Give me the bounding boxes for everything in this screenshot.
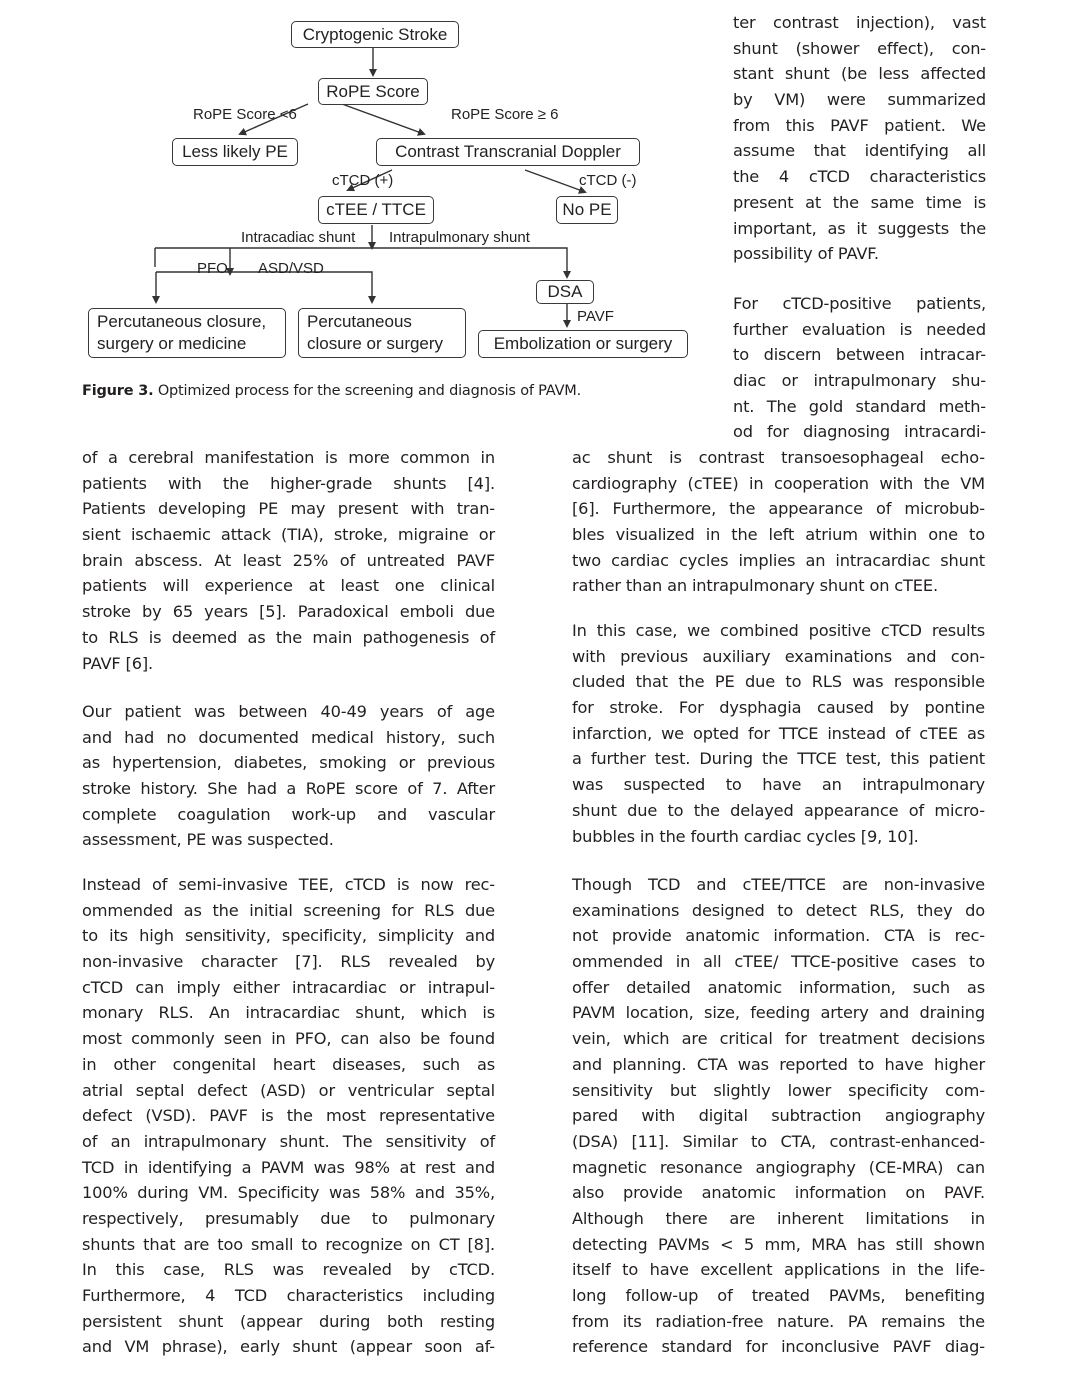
edge-label-pavf: PAVF — [577, 308, 614, 325]
edge-label-rope-lt6: RoPE Score <6 — [193, 106, 297, 123]
edge-label-ctcd-negative: cTCD (-) — [579, 172, 637, 189]
node-less-likely-pe: Less likely PE — [172, 138, 298, 166]
edge-label-asd-vsd: ASD/VSD — [258, 260, 324, 277]
figure-caption-label: Figure 3. — [82, 383, 154, 399]
left-paragraph-3: Instead of semi-invasive TEE, cTCD is now rec- ommended as the initial screening for RLS due to its high sensitivity, specificity, simplicity and non-invasive character [7]. RLS revealed by cTCD can imply either intracardiac or intrapul- monary RLS. An intracardiac shunt, which is most commonly seen in PFO, can also be found in other congenital heart diseases, such as atrial septal defect (ASD) or ventricular septal defect (VSD). PAVF is the most representative of an intrapulmonary shunt. The sensitivity of TCD in identifying a PAVM was 98% at rest and 100% during VM. Specificity was 58% and 35%, respectively, presumably due to pulmonary shunts that are too small to recognize on CT [8]. In this case, RLS was revealed by cTCD. Furthermore, 4 TCD characteristics including persistent shunt (appear during both resting and VM phrase), early shunt (appear soon af- — [82, 875, 495, 1357]
right-paragraph-1: ac shunt is contrast transoesophageal echo- cardiography (cTEE) in cooperation with the VM [6]. Furthermore, the appearance of microbub- bles visualized in the left atrium within one to two cardiac cycles implies an intracardiac shunt rather than an intrapulmonary shunt on cTEE. — [572, 448, 985, 596]
edge-label-pfo: PFO — [197, 260, 228, 277]
edge-label-rope-ge6: RoPE Score ≥ 6 — [451, 106, 559, 123]
node-rope-score: RoPE Score — [318, 78, 428, 105]
right-paragraph-2: In this case, we combined positive cTCD results with previous auxiliary examinations and con- cluded that the PE due to RLS was responsible for stroke. For dysphagia caused by pontine infarction, we opted for TTCE instead of cTEE as a further test. During the TTCE test, this patient was suspected to have an intrapulmonary shunt due to the delayed appearance of micro- bubbles in the fourth cardiac cycles [9, 10]. — [572, 621, 985, 846]
edge-label-intracardiac-shunt: Intracadiac shunt — [241, 229, 356, 246]
left-paragraph-1: of a cerebral manifestation is more common in patients with the higher-grade shunts [4]. Patients developing PE may present with tran- sient ischaemic attack (TIA), stroke, migraine or brain abscess. At least 25% of untreated PAVF patients will experience at least one clinical stroke by 65 years [5]. Paradoxical emboli due to RLS is deemed as the main pathogenesis of PAVF [6]. — [82, 448, 495, 673]
edge-label-intrapulmonary-shunt: Intrapulmonary shunt — [389, 229, 530, 246]
right-top-paragraph-2: For cTCD-positive patients, further evaluation is needed to discern between intracar- diac or intrapulmonary shu- nt. The gold standard meth- od for diagnosing intracardi- — [733, 294, 986, 442]
node-pfo-treatment: Percutaneous closure, surgery or medicine — [88, 308, 286, 358]
node-contrast-transcranial-doppler: Contrast Transcranial Doppler — [376, 138, 640, 166]
figure-3-flowchart — [80, 10, 700, 370]
node-no-pe: No PE — [556, 196, 618, 224]
right-paragraph-3: Though TCD and cTEE/TTCE are non-invasive examinations designed to detect RLS, they do not provide anatomic information. CTA is rec- ommended in all cTEE/ TTCE-positive cases to offer detailed anatomic information, such as PAVM location, size, feeding artery and draining vein, which are critical for treatment decisions and planning. CTA was reported to have higher sensitivity but slightly lower specificity com- pared with digital subtraction angiography (DSA) [11]. Similar to CTA, contrast-enhanced- magnetic resonance angiography (CE-MRA) can also provide anatomic information on PAVF. Although there are inherent limitations in detecting PAVMs < 5 mm, MRA has still shown itself to have excellent applications in the life- long follow-up of treated PAVMs, benefiting from its radiation-free nature. PA remains the reference standard for inconclusive PAVF diag- — [572, 875, 985, 1357]
node-ctee-ttce: cTEE / TTCE — [318, 196, 434, 224]
figure-caption — [82, 383, 581, 399]
edge-label-ctcd-positive: cTCD (+) — [332, 172, 394, 189]
node-pavf-treatment: Embolization or surgery — [478, 330, 688, 358]
node-cryptogenic-stroke: Cryptogenic Stroke — [291, 21, 459, 48]
figure-caption-text: Optimized process for the screening and diagnosis of PAVM. — [153, 383, 582, 399]
right-top-paragraph-1: ter contrast injection), vast shunt (shower effect), con- stant shunt (be less affected by VM) were summarized from this PAVF patient. We assume that identifying all the 4 cTCD characteristics present at the same time is important, as it suggests the possibility of PAVF. — [733, 13, 986, 264]
left-paragraph-2: Our patient was between 40-49 years of age and had no documented medical history, such as hypertension, diabetes, smoking or previous stroke history. She had a RoPE score of 7. After complete coagulation work-up and vascular assessment, PE was suspected. — [82, 702, 495, 850]
node-dsa: DSA — [536, 280, 594, 304]
node-asd-vsd-treatment: Percutaneous closure or surgery — [298, 308, 466, 358]
